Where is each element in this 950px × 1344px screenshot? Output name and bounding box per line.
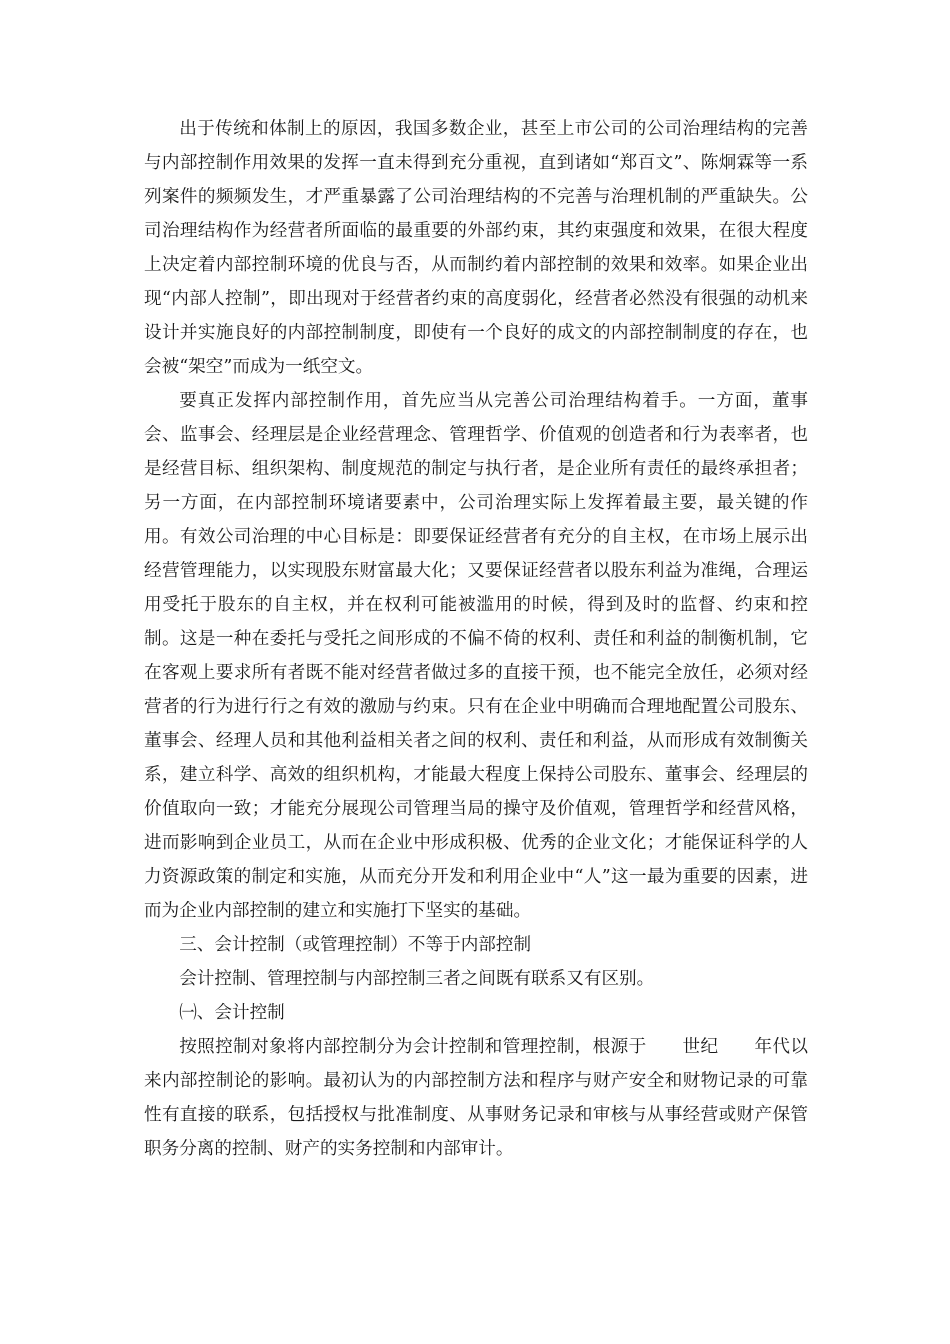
paragraph-accounting-control: 按照控制对象将内部控制分为会计控制和管理控制，根源于 世纪 年代以来内部控制论的影响。最初认为的内部控制方法和程序与财产安全和财物记录的可靠性有直接的联系，包括授权与批准制度、从事财务记录和审核与从事经营或财产保管职务分离的控制、财产的实务控制和内部审计。 <box>144 1037 808 1159</box>
section-heading: 三、会计控制（或管理控制）不等于内部控制 <box>179 935 532 955</box>
subsection-heading: ㈠、会计控制 <box>179 1003 285 1023</box>
document-page <box>144 112 808 1166</box>
paragraph-corporate-governance: 出于传统和体制上的原因，我国多数企业，甚至上市公司的公司治理结构的完善与内部控制作用效果的发挥一直未得到充分重视，直到诸如“郑百文”、陈炯霖等一系列案件的频频发生，才严重暴露了公司治理结构的不完善与治理机制的严重缺失。公司治理结构作为经营者所面临的最重要的外部约束，其约束强度和效果，在很大程度上决定着内部控制环境的优良与否，从而制约着内部控制的效果和效率。如果企业出现“内部人控制”，即出现对于经营者约束的高度弱化，经营者必然没有很强的动机来设计并实施良好的内部控制制度，即使有一个良好的成文的内部控制制度的存在，也会被“架空”而成为一纸空文。 <box>144 119 808 377</box>
paragraph-improve-governance: 要真正发挥内部控制作用，首先应当从完善公司治理结构着手。一方面，董事会、监事会、经理层是企业经营理念、管理哲学、价值观的创造者和行为表率者，也是经营目标、组织架构、制度规范的制定与执行者，是企业所有责任的最终承担者；另一方面，在内部控制环境诸要素中，公司治理实际上发挥着最主要，最关键的作用。有效公司治理的中心目标是：即要保证经营者有充分的自主权，在市场上展示出经营管理能力，以实现股东财富最大化；又要保证经营者以股东利益为准绳，合理运用受托于股东的自主权，并在权利可能被滥用的时候，得到及时的监督、约束和控制。这是一种在委托与受托之间形成的不偏不倚的权利、责任和利益的制衡机制，它在客观上要求所有者既不能对经营者做过多的直接干预，也不能完全放任，必须对经营者的行为进行行之有效的激励与约束。只有在企业中明确而合理地配置公司股东、董事会、经理人员和其他利益相关者之间的权利、责任和利益，从而形成有效制衡关系，建立科学、高效的组织机构，才能最大程度上保持公司股东、董事会、经理层的价值取向一致；才能充分展现公司管理当局的操守及价值观，管理哲学和经营风格，进而影响到企业员工，从而在企业中形成积极、优秀的企业文化；才能保证科学的人力资源政策的制定和实施，从而充分开发和利用企业中“人”这一最为重要的因素，进而为企业内部控制的建立和实施打下坚实的基础。 <box>144 391 808 921</box>
section-intro: 会计控制、管理控制与内部控制三者之间既有联系又有区别。 <box>179 969 655 989</box>
